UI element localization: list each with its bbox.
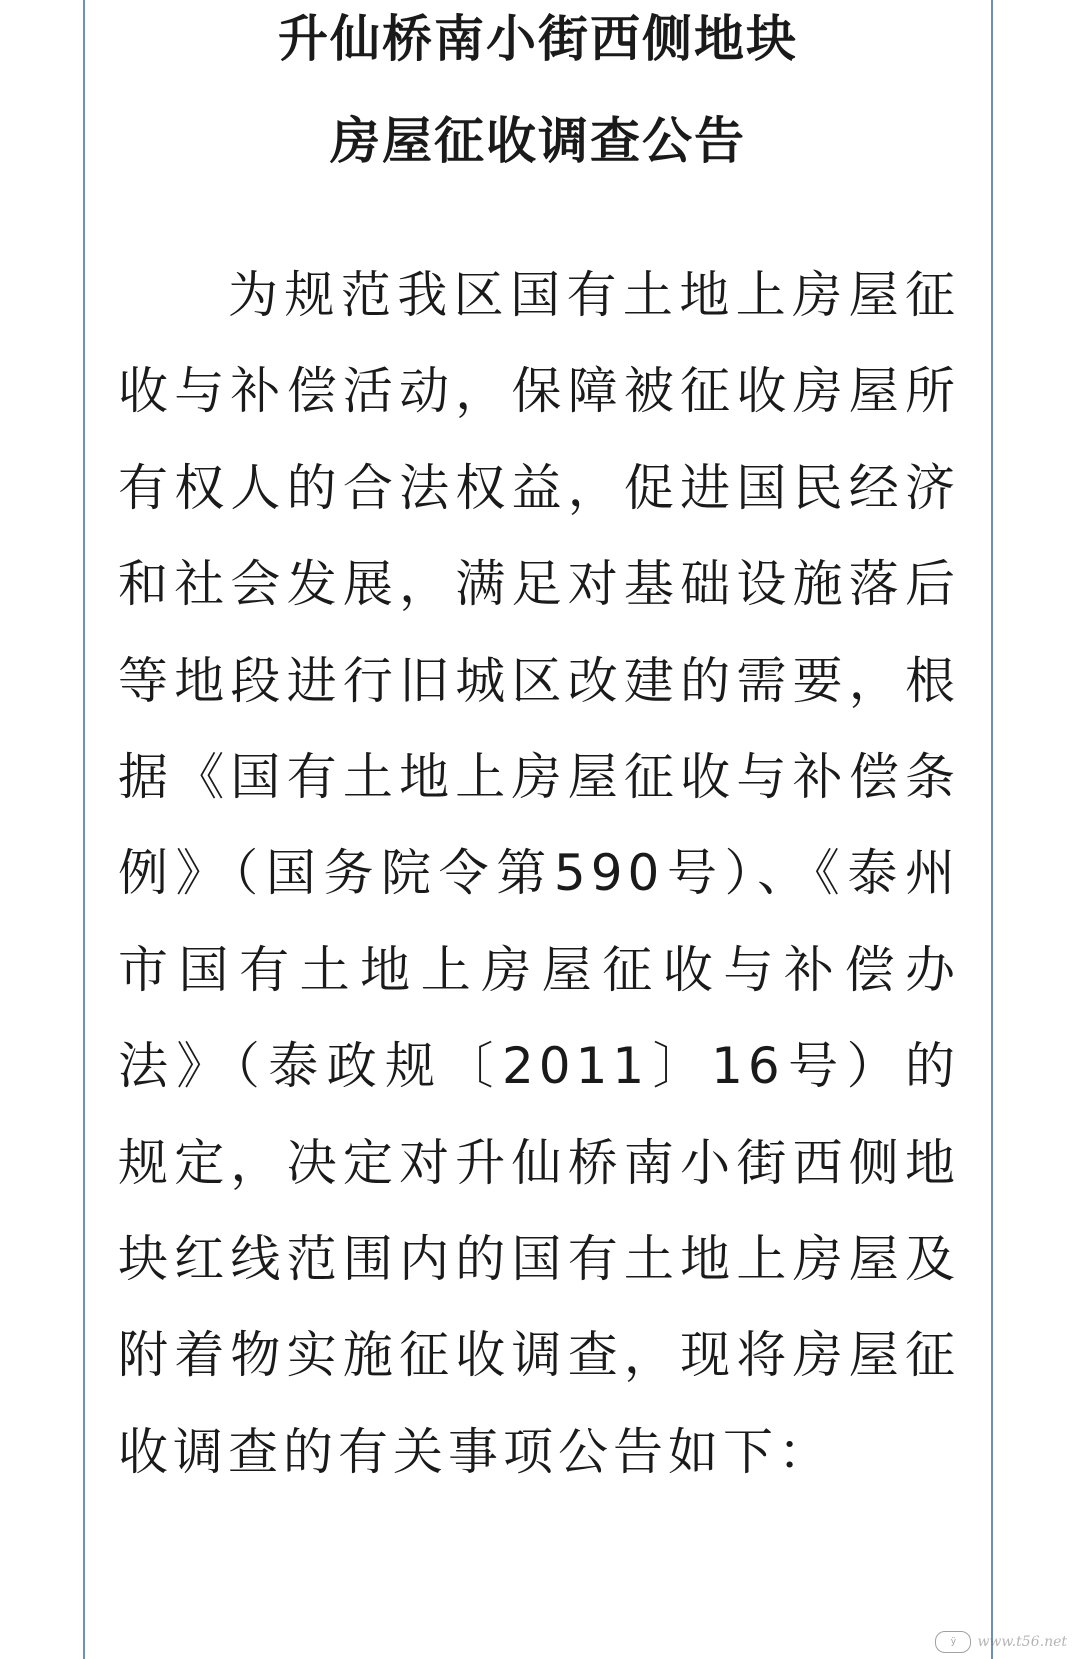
left-border-line xyxy=(83,0,85,1659)
notice-title-line-2: 房屋征收调查公告 xyxy=(330,112,746,170)
watermark xyxy=(935,1631,1067,1653)
notice-body-paragraph: 为规范我区国有土地上房屋征收与补偿活动，保障被征收房屋所有权人的合法权益，促进国民经济和社会发展，满足对基础设施落后等地段进行旧城区改建的需要，根据《国有土地上房屋征收与补偿条例》（国务院令第590号）、《泰州市国有土地上房屋征收与补偿办法》（泰政规〔2011〕16号）的规定，决定对升仙桥南小街西侧地块红线范围内的国有土地上房屋及附着物实施征收调查，现将房屋征收调查的有关事项公告如下： xyxy=(118,266,960,1481)
notice-title-line-1: 升仙桥南小街西侧地块 xyxy=(278,10,798,68)
right-border-line xyxy=(991,0,993,1659)
watermark-logo-icon: ÿ xyxy=(935,1631,971,1653)
watermark-site-text: www.t56.net xyxy=(977,1634,1067,1650)
